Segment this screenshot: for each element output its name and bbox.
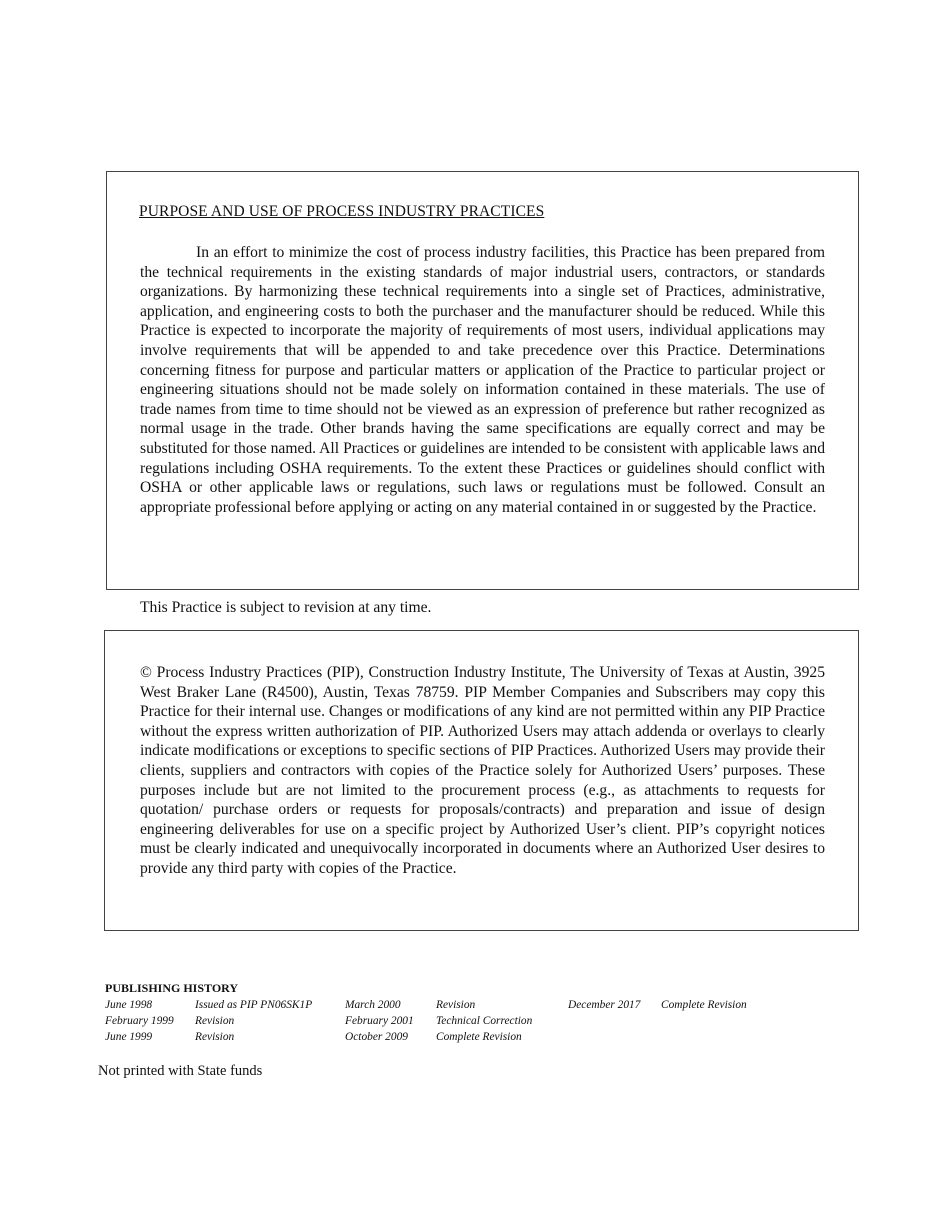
history-date: June 1998 [105, 999, 153, 1011]
purpose-paragraph: In an effort to minimize the cost of process industry facilities, this Practice has been prepared from the technical requirements in the existing standards of major industrial users, contractors, or standards organizations. By harmonizing these technical requirements into a single set of Practices, administrative, application, and engineering costs to both the purchaser and the manufacturer should be reduced. While this Practice is expected to incorporate the majority of requirements of most users, individual applications may involve requirements that will be appended to and take precedence over this Practice. Determinations concerning fitness for purpose and particular matters or application of the Practice to particular project or engineering situations should not be made solely on information contained in these materials. The use of trade names from time to time should not be viewed as an expression of preference but rather recognized as normal usage in the trade. Other brands having the same specifications are equally correct and may be substituted for those named. All Practices or guidelines are intended to be consistent with applicable laws and regulations including OSHA requirements. To the extent these Practices or guidelines should conflict with OSHA or other applicable laws or regulations, such laws or regulations must be followed. Consult an appropriate professional before applying or acting on any material contained in or suggested by the Practice. [140, 244, 825, 516]
history-date: February 1999 [105, 1015, 174, 1027]
history-date: March 2000 [345, 999, 401, 1011]
publishing-history-heading: PUBLISHING HISTORY [105, 981, 239, 995]
history-note: Complete Revision [436, 1031, 522, 1043]
history-note: Revision [436, 999, 476, 1011]
footer-note: Not printed with State funds [98, 1063, 263, 1079]
history-note: Complete Revision [661, 999, 747, 1011]
history-date: December 2017 [568, 999, 641, 1011]
history-note: Technical Correction [436, 1015, 533, 1027]
history-note: Revision [195, 1031, 235, 1043]
history-date: June 1999 [105, 1031, 153, 1043]
purpose-title: PURPOSE AND USE OF PROCESS INDUSTRY PRACTICES [139, 203, 545, 220]
revision-note: This Practice is subject to revision at any time. [140, 599, 432, 616]
copyright-paragraph: © Process Industry Practices (PIP), Construction Industry Institute, The University of Texas at Austin, 3925 West Braker Lane (R4500), Austin, Texas 78759. PIP Member Companies and Subscribers may copy this Practice for their internal use. Changes or modifications of any kind are not permitted within any PIP Practice without the express written authorization of PIP. Authorized Users may attach addenda or overlays to clearly indicate modifications or exceptions to specific sections of PIP Practices. Authorized Users may provide their clients, suppliers and contractors with copies of the Practice solely for Authorized Users’ purposes. These purposes include but are not limited to the procurement process (e.g., as attachments to requests for quotation/ purchase orders or requests for proposals/contracts) and preparation and issue of design engineering deliverables for use on a specific project by Authorized User’s client. PIP’s copyright notices must be clearly indicated and unequivocally incorporated in documents where an Authorized User desires to provide any third party with copies of the Practice. [140, 664, 825, 877]
history-note: Revision [195, 1015, 235, 1027]
history-note: Issued as PIP PN06SK1P [195, 999, 313, 1011]
history-date: October 2009 [345, 1031, 408, 1043]
history-date: February 2001 [345, 1015, 414, 1027]
